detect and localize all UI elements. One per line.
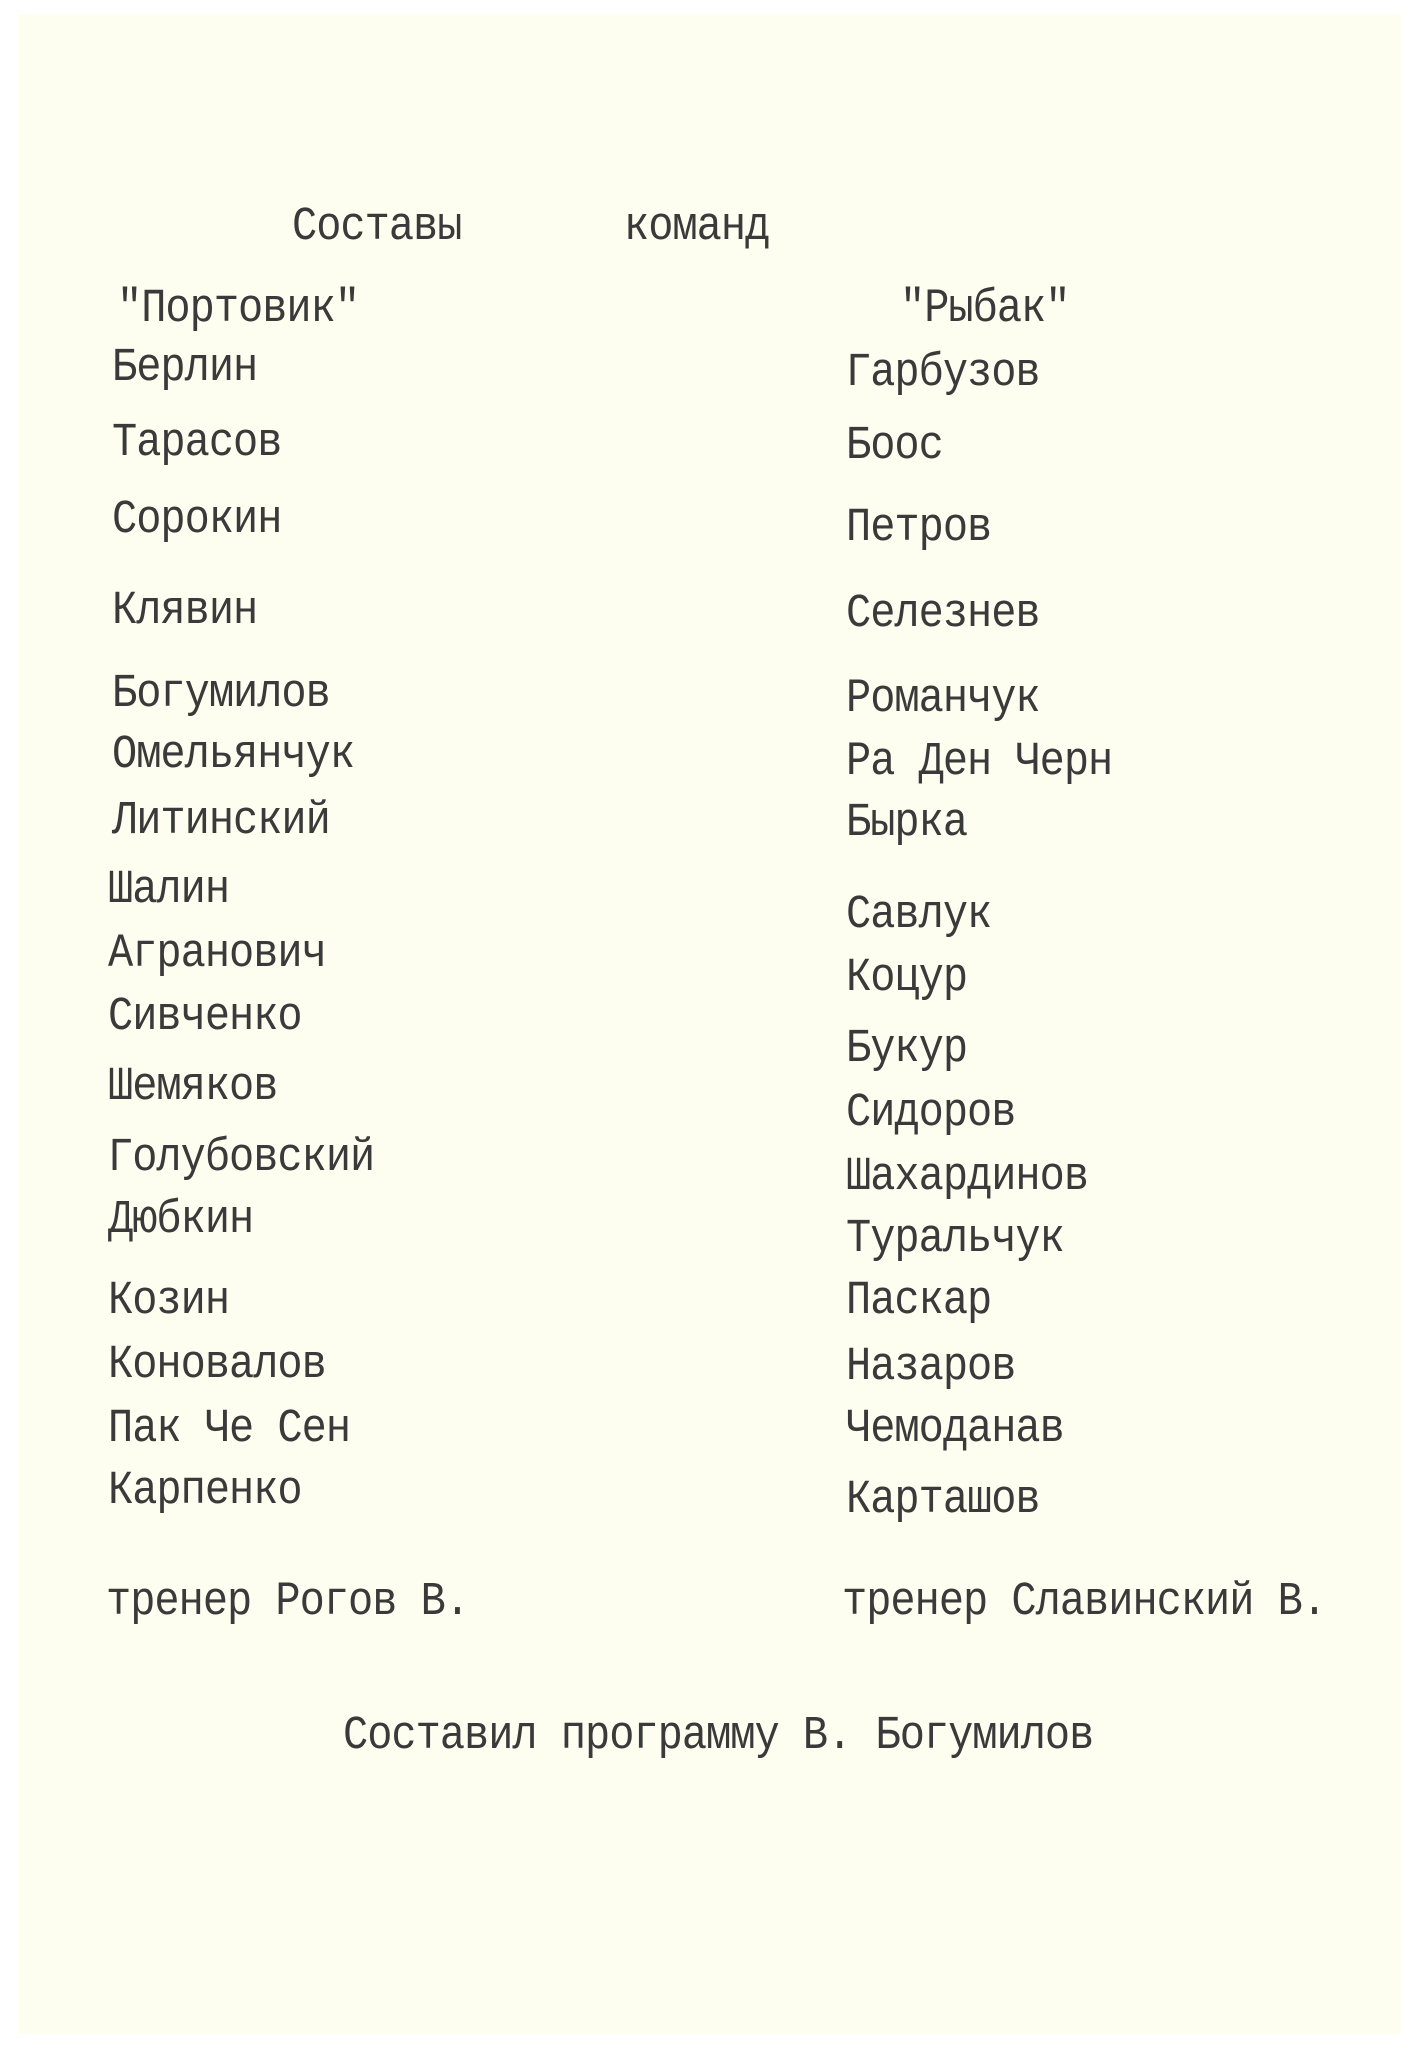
right-team-player: Коцур bbox=[846, 950, 968, 1005]
left-team-player: Шалин bbox=[108, 862, 230, 917]
left-team-player: Тарасов bbox=[112, 415, 282, 470]
left-team-player: Литинский bbox=[112, 793, 330, 848]
team-right-coach: тренер Славинский В. bbox=[842, 1574, 1327, 1629]
right-team-player: Ра Ден Черн bbox=[846, 734, 1113, 789]
left-team-player: Дюбкин bbox=[108, 1192, 254, 1247]
left-team-player: Сивченко bbox=[108, 989, 302, 1044]
right-team-player: Назаров bbox=[846, 1339, 1016, 1394]
right-team-player: Петров bbox=[846, 500, 992, 555]
left-team-player: Клявин bbox=[112, 583, 258, 638]
title-word-1: Составы bbox=[292, 199, 462, 254]
right-team-player: Карташов bbox=[846, 1472, 1040, 1527]
right-team-player: Боос bbox=[846, 418, 943, 473]
right-team-player: Гарбузов bbox=[846, 345, 1040, 400]
title-word-2: команд bbox=[624, 199, 770, 254]
team-right-name: "Рыбак" bbox=[900, 281, 1070, 336]
left-team-player: Богумилов bbox=[112, 666, 330, 721]
right-team-player: Савлук bbox=[846, 887, 992, 942]
right-team-player: Сидоров bbox=[846, 1085, 1016, 1140]
right-team-player: Бырка bbox=[846, 795, 968, 850]
left-team-player: Шемяков bbox=[108, 1059, 278, 1114]
team-left-name: "Портовик" bbox=[117, 281, 360, 336]
right-team-player: Чемоданав bbox=[846, 1401, 1064, 1456]
left-team-player: Голубовский bbox=[108, 1130, 375, 1185]
left-team-player: Пак Че Сен bbox=[108, 1401, 351, 1456]
right-team-player: Шахардинов bbox=[846, 1149, 1089, 1204]
left-team-player: Козин bbox=[108, 1273, 230, 1328]
left-team-player: Агранович bbox=[108, 926, 326, 981]
left-team-player: Сорокин bbox=[112, 492, 282, 547]
left-team-player: Карпенко bbox=[108, 1463, 302, 1518]
right-team-player: Букур bbox=[846, 1021, 968, 1076]
left-team-player: Коновалов bbox=[108, 1337, 326, 1392]
left-team-player: Омельянчук bbox=[112, 727, 355, 782]
right-team-player: Романчук bbox=[846, 671, 1040, 726]
left-team-player: Берлин bbox=[112, 340, 258, 395]
right-team-player: Селезнев bbox=[846, 586, 1040, 641]
right-team-player: Паскар bbox=[846, 1273, 992, 1328]
right-team-player: Туральчук bbox=[846, 1211, 1064, 1266]
team-left-coach: тренер Рогов В. bbox=[106, 1574, 470, 1629]
footer-compiled-by: Составил программу В. Богумилов bbox=[343, 1708, 1094, 1763]
